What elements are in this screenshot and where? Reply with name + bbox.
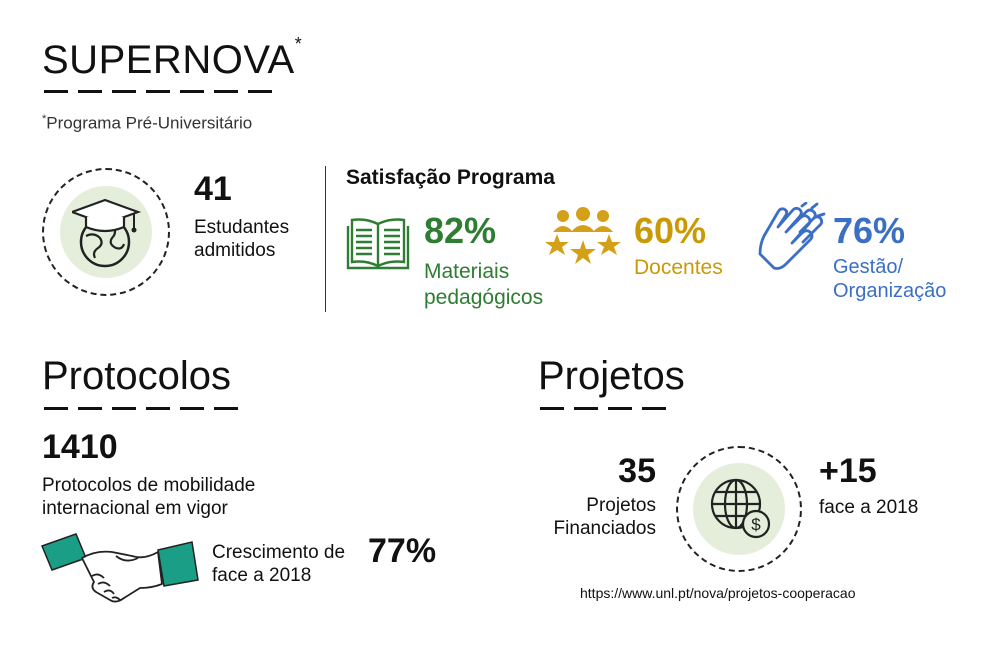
projects-delta: +15 (819, 452, 877, 490)
projects-count: 35 (618, 452, 656, 490)
subtitle-text: Programa Pré-Universitário (46, 113, 253, 133)
globe-dollar-icon (708, 476, 772, 540)
subtitle-asterisk: * (42, 113, 47, 125)
page-subtitle (42, 113, 252, 134)
title-underline (44, 90, 272, 93)
projects-url-link[interactable]: https://www.unl.pt/nova/projetos-cooperacao (580, 585, 856, 601)
satisfaction-teachers-value: 60% (634, 210, 707, 251)
satisfaction-title: Satisfação Programa (346, 166, 555, 189)
satisfaction-materials-value: 82% (424, 210, 497, 251)
satisfaction-materials-label: Materiais pedagógicos (424, 260, 544, 309)
students-badge (42, 168, 170, 296)
satisfaction-teachers-label: Docentes (634, 256, 723, 279)
satisfaction-management-value: 76% (833, 210, 906, 251)
projects-title: Projetos (538, 354, 685, 398)
protocols-title: Protocolos (42, 354, 231, 398)
projects-delta-label: face a 2018 (819, 497, 919, 518)
section-divider (325, 166, 326, 312)
protocols-growth-value: 77% (368, 532, 437, 570)
protocols-growth-label: Crescimento de face a 2018 (212, 542, 346, 586)
book-icon (346, 214, 410, 270)
students-label: Estudantes admitidos (194, 217, 290, 261)
clapping-hands-icon (754, 202, 826, 272)
title-asterisk: * (294, 34, 303, 54)
protocols-count: 1410 (42, 428, 118, 466)
handshake-icon (40, 528, 200, 612)
projects-badge (676, 446, 802, 572)
projects-label: Projetos Financiados (553, 495, 656, 539)
graduation-globe-icon (72, 194, 142, 272)
protocols-label: Protocolos de mobilidade internacional em vigor (42, 475, 256, 519)
stars-people-icon (543, 206, 623, 268)
projects-underline (540, 407, 666, 410)
protocols-underline (44, 407, 238, 410)
svg-text:$: $ (751, 515, 761, 534)
page-title (42, 34, 303, 83)
title-text: SUPERNOVA (42, 38, 295, 82)
students-count: 41 (194, 170, 232, 208)
satisfaction-management-label: Gestão/ Organização (833, 256, 947, 302)
